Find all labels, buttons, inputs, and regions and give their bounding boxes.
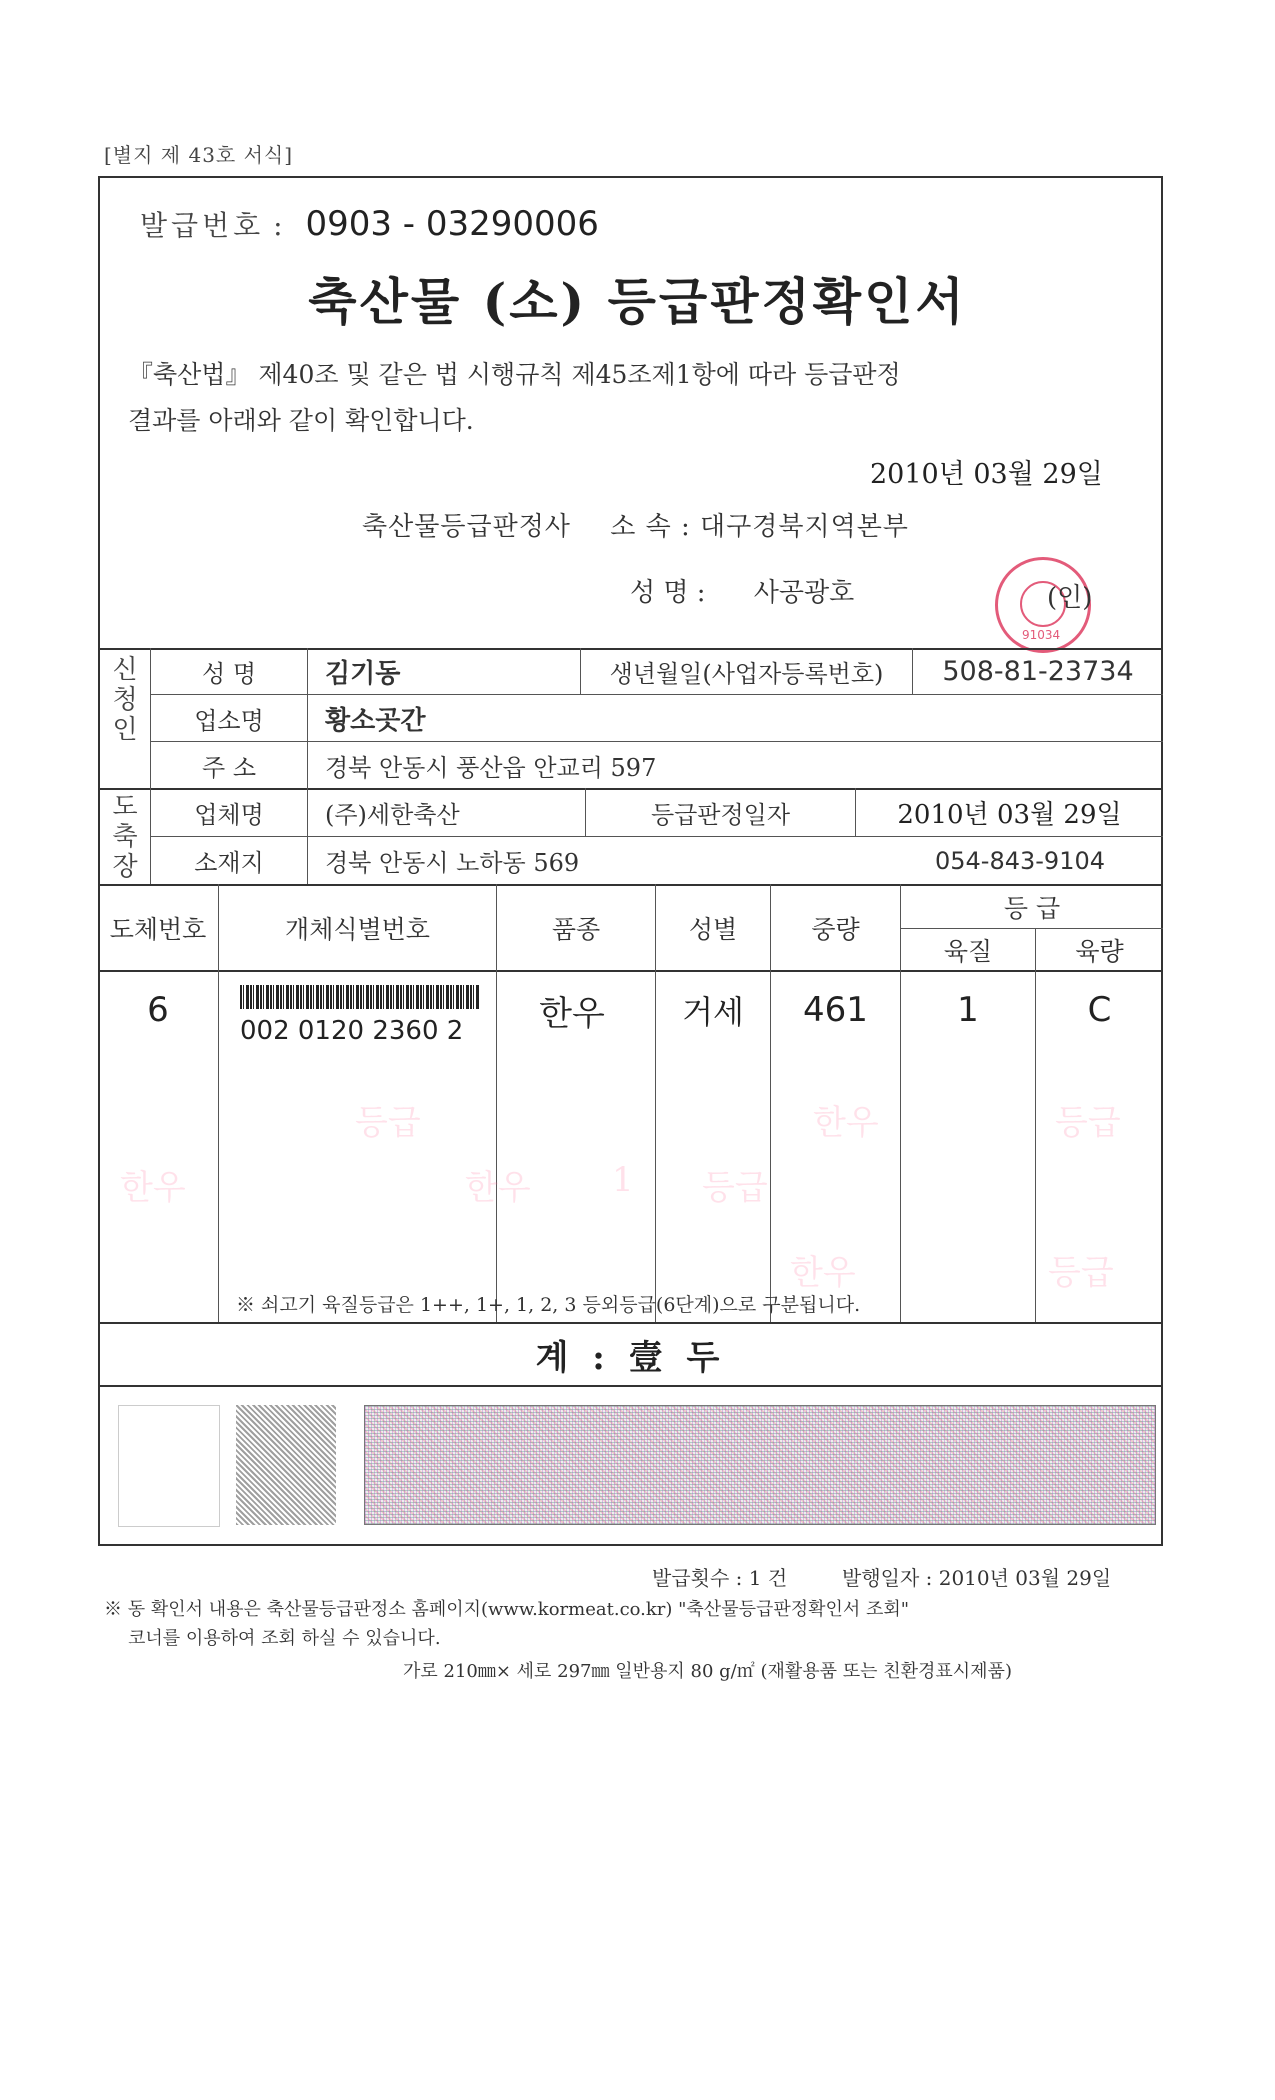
location-label: 소재지	[194, 849, 264, 877]
form-code: [별지 제 43호 서식]	[104, 143, 294, 167]
registration-label: 생년월일(사업자등록번호)	[609, 660, 884, 688]
grader-title: 축산물등급판정사	[362, 512, 571, 542]
security-noise-pattern	[364, 1405, 1156, 1525]
total-count: 계 : 壹 두	[535, 1337, 726, 1378]
section-divider	[98, 1385, 1163, 1387]
issue-number-sep: :	[273, 209, 283, 242]
qr-code	[118, 1405, 220, 1527]
seal-number: 91034	[1022, 628, 1061, 642]
applicant-section-char: 청	[112, 685, 138, 715]
applicant-section-label	[102, 655, 148, 745]
carcass-number: 6	[147, 990, 169, 1030]
watermark-text: 등급	[1055, 1103, 1121, 1143]
security-pattern	[236, 1405, 336, 1525]
phone-number: 054-843-9104	[934, 846, 1105, 875]
issue-count: 발급횟수 : 1 건	[652, 1566, 788, 1590]
breed-value: 한우	[539, 993, 605, 1034]
slaughterhouse-section-char: 도	[112, 792, 138, 822]
issue-number	[140, 204, 599, 244]
page-title: 축산물 (소) 등급판정확인서	[308, 272, 967, 331]
business-name-value: 황소곳간	[325, 705, 426, 736]
document-date: 2010년 03월 29일	[870, 459, 1103, 490]
issue-date: 발행일자 : 2010년 03월 29일	[842, 1566, 1112, 1590]
header-yield: 육량	[1075, 936, 1124, 966]
intro-line-1: 『축산법』 제40조 및 같은 법 시행규칙 제45조제1항에 따라 등급판정	[128, 360, 901, 389]
grader-name-row	[630, 572, 854, 609]
grading-date-label: 등급판정일자	[650, 801, 791, 829]
grader-name-label: 성 명 :	[630, 578, 706, 608]
watermark-text: 한우	[465, 1168, 531, 1208]
applicant-section-char: 신	[112, 655, 138, 685]
slaughterhouse-section-label	[102, 792, 148, 882]
section-divider	[98, 970, 1163, 972]
intro-line-2: 결과를 아래와 같이 확인합니다.	[128, 406, 474, 435]
barcode-image	[240, 985, 480, 1009]
business-name-label: 업소명	[194, 706, 264, 735]
sex-value: 거세	[682, 993, 744, 1031]
slaughterhouse-section-char: 축	[112, 822, 138, 852]
grading-date-value: 2010년 03월 29일	[897, 800, 1122, 830]
inquiry-notice: ※ 동 확인서 내용은 축산물등급판정소 홈페이지(www.kormeat.co.kr) "축산물등급판정확인서 조회"	[104, 1599, 910, 1620]
applicant-name-value: 김기동	[325, 659, 401, 689]
grade-note: ※ 쇠고기 육질등급은 1++, 1+, 1, 2, 3 등외등급(6단계)으로 구분됩니다.	[236, 1294, 861, 1316]
address-value: 경북 안동시 풍산읍 안교리 597	[325, 753, 657, 782]
issue-number-label: 발급번호	[140, 209, 265, 242]
watermark-text: 한우	[813, 1103, 879, 1143]
grader-affiliation	[362, 506, 909, 543]
paper-spec: 가로 210㎜× 세로 297㎜ 일반용지 80 g/㎡ (재활용품 또는 친환경표시제품)	[403, 1661, 1012, 1682]
address-label: 주 소	[202, 753, 256, 782]
weight-value: 461	[803, 990, 868, 1030]
watermark-text: 등급	[355, 1103, 421, 1143]
watermark-text: 등급	[702, 1168, 768, 1208]
company-label: 업체명	[194, 801, 264, 829]
identification-number: 002 0120 2360 2	[240, 1016, 464, 1046]
watermark-text: 한우	[790, 1253, 856, 1293]
header-weight: 중량	[811, 914, 860, 944]
inquiry-notice-cont: 코너를 이용하여 조회 하실 수 있습니다.	[128, 1628, 441, 1649]
watermark-text: 한우	[120, 1168, 186, 1208]
watermark-text: 1	[612, 1160, 634, 1200]
seal-label: (인)	[1047, 583, 1093, 613]
applicant-section-char: 인	[112, 715, 138, 745]
table-col-line	[307, 648, 308, 884]
header-quality: 육질	[943, 936, 993, 966]
watermark-text: 등급	[1048, 1253, 1114, 1293]
issue-number-value: 0903 - 03290006	[305, 204, 599, 244]
header-carcass-no: 도체번호	[109, 914, 207, 944]
applicant-name-label: 성 명	[202, 660, 256, 688]
header-grade: 등 급	[1003, 893, 1061, 923]
quality-grade-value: 1	[957, 990, 979, 1030]
intro-text	[128, 352, 1128, 444]
slaughterhouse-section-char: 장	[112, 852, 138, 882]
header-id-no: 개체식별번호	[285, 914, 430, 944]
company-value: (주)세한축산	[325, 801, 460, 829]
location-value: 경북 안동시 노하동 569	[325, 849, 580, 877]
grader-name-value: 사공광호	[753, 578, 855, 608]
grader-aff-value: 대구경북지역본부	[700, 512, 909, 542]
header-breed: 품종	[551, 914, 601, 944]
header-sex: 성별	[688, 914, 738, 944]
yield-grade-value: C	[1087, 990, 1112, 1030]
grader-aff-label: 소 속 :	[610, 512, 691, 542]
registration-number: 508-81-23734	[942, 656, 1134, 687]
